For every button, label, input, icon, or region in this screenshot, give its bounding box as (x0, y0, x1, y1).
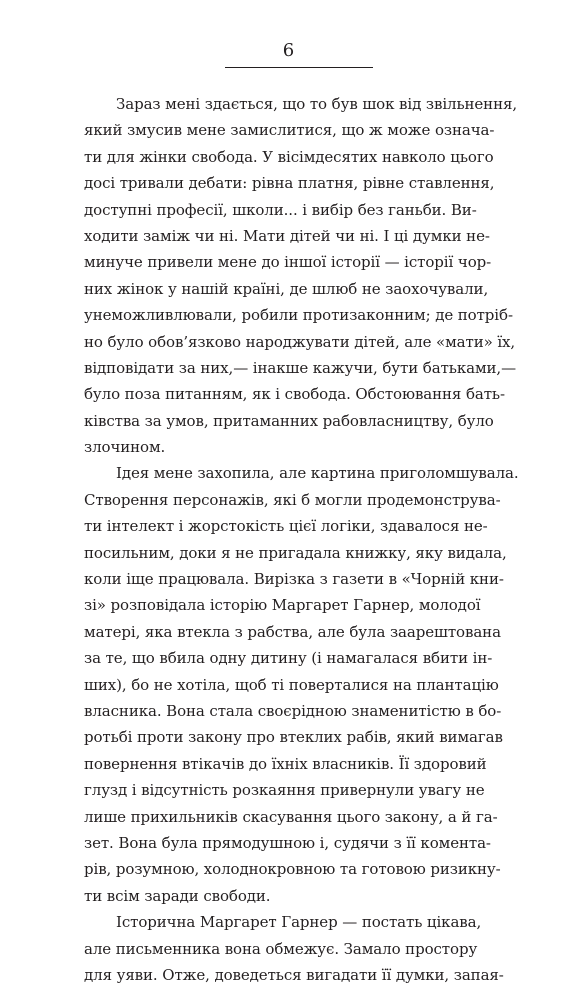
text-line: но було обов’язково народжувати дітей, але «мати» їх, (84, 332, 516, 351)
text-line: зі» розповідала історію Маргарет Гарнер, молодої (84, 596, 481, 615)
text-line: ти для жінки свобода. У вісімдесятих навколо цього (84, 147, 494, 166)
text-line: для уяви. Отже, доведеться вигадати її думки, запая- (84, 965, 504, 984)
text-line: коли іще працювала. Вирізка з газети в «Чорній кни- (84, 570, 504, 589)
text-line: посильним, доки я не пригадала книжку, яку видала, (84, 543, 507, 562)
text-line: але письменника вона обмежує. Замало простору (84, 939, 478, 958)
text-line: Ідея мене захопила, але картина приголомшувала. (116, 464, 519, 483)
text-line: зет. Вона була прямодушною і, судячи з її комента- (84, 833, 491, 852)
text-line: ших), бо не хотіла, щоб ті поверталися на плантацію (84, 675, 499, 694)
text-line: було поза питанням, як і свобода. Обстоювання бать- (84, 385, 505, 404)
text-line: ти інтелект і жорстокість цієї логіки, здавалося не- (84, 517, 488, 536)
text-line: Зараз мені здається, що то був шок від звільнення, (116, 95, 518, 113)
paragraph-2 (84, 460, 519, 909)
text-line: унеможливлювали, робили протизаконним; де потріб- (84, 306, 513, 325)
page-number: 6 (282, 40, 295, 61)
text-line: ківства за умов, притаманних рабовласництву, було (84, 411, 494, 430)
paragraph-3 (84, 909, 514, 988)
text-line: лише прихильників скасування цього закону, а й га- (84, 807, 498, 826)
text-line: злочином. (84, 438, 166, 457)
text-line: доступні професії, школи... і вибір без ганьби. Ви- (84, 200, 477, 219)
text-line: який змусив мене замислитися, що ж може означа- (84, 121, 495, 140)
text-line: ти всім заради свободи. (84, 886, 271, 905)
text-line: ротьбі проти закону про втеклих рабів, який вимагав (84, 728, 503, 747)
text-line: них жінок у нашій країні, де шлюб не заохочували, (84, 279, 489, 298)
text-body (84, 91, 519, 988)
text-line: досі тривали дебати: рівна платня, рівне ставлення, (84, 174, 495, 193)
text-line: ходити заміж чи ні. Мати дітей чи ні. І ці думки не- (84, 226, 490, 245)
text-line: власника. Вона стала своєрідною знаменитістю в бо- (84, 701, 502, 720)
text-line: минуче привели мене до іншої історії — історії чор- (84, 253, 492, 272)
text-line: Створення персонажів, які б могли продемонструва- (84, 490, 501, 509)
text-line: за те, що вбила одну дитину (і намагалася вбити ін- (84, 649, 493, 668)
paragraph-1 (84, 91, 518, 460)
text-line: Історична Маргарет Гарнер — постать цікава, (116, 913, 482, 932)
header-rule (225, 67, 373, 68)
text-line: відповідати за них,— інакше кажучи, бути батьками,— (84, 358, 516, 377)
text-line: рів, розумною, холоднокровною та готовою ризикну- (84, 860, 501, 879)
text-line: глузд і відсутність розкаяння привернули увагу не (84, 781, 485, 800)
text-line: матері, яка втекла з рабства, але була заарештована (84, 622, 501, 641)
text-line: повернення втікачів до їхніх власників. Її здоровий (84, 754, 487, 773)
